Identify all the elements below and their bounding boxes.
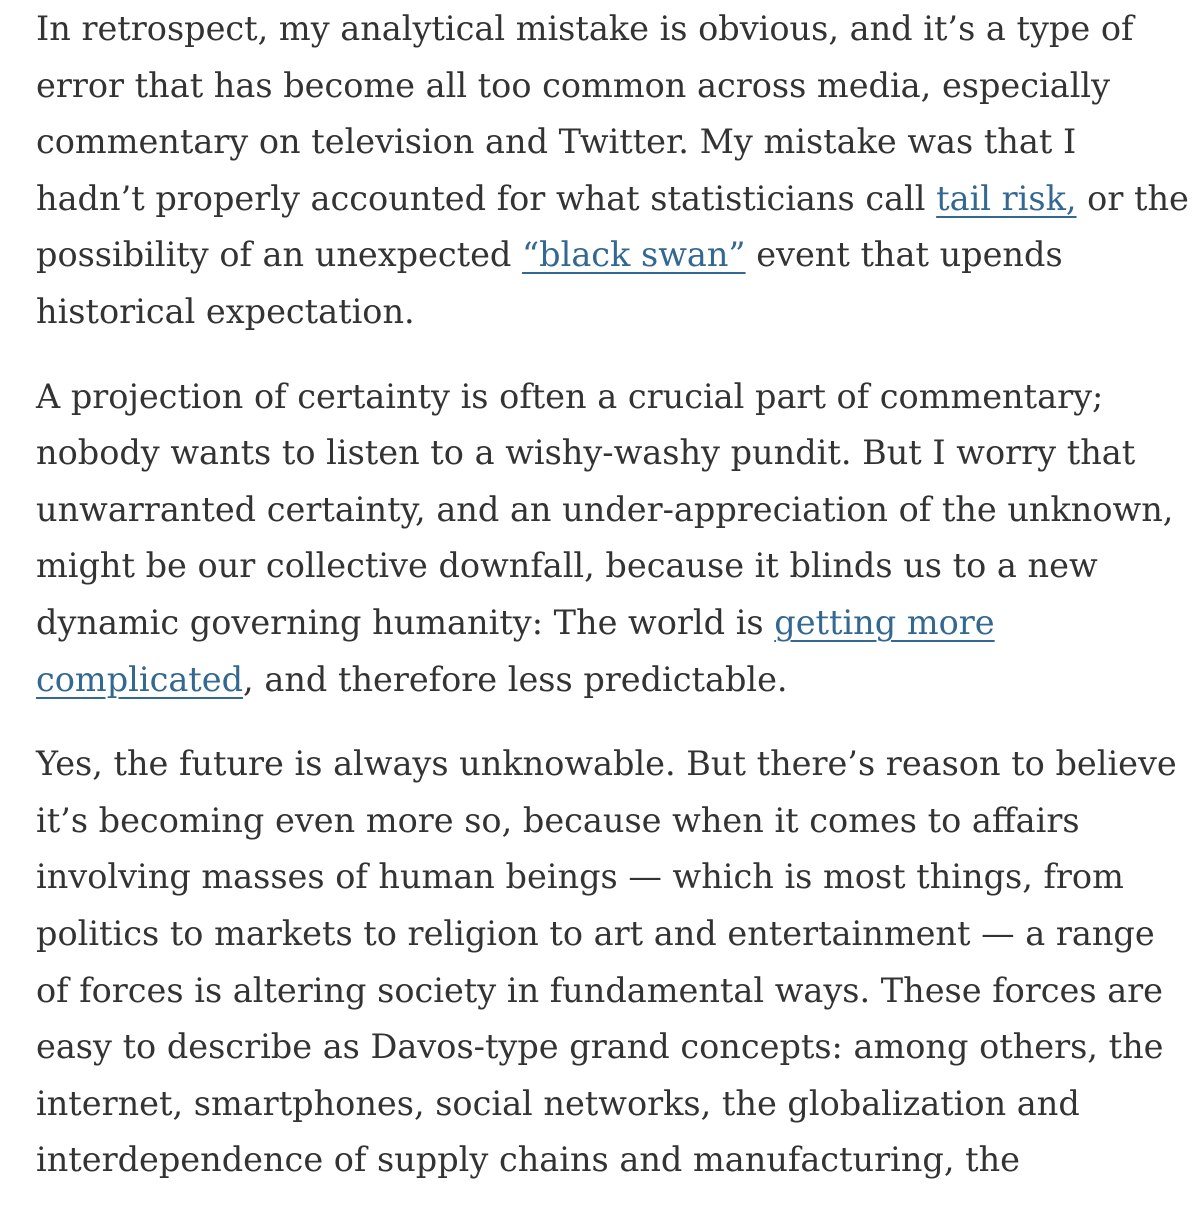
text-segment: event that upends xyxy=(745,235,1063,275)
text-segment: nobody wants to listen to a wishy-washy pundit. But I worry that xyxy=(36,433,1136,473)
text-line xyxy=(36,369,1186,426)
text-line xyxy=(36,425,1186,482)
text-segment: interdependence of supply chains and manufacturing, the xyxy=(36,1140,1020,1180)
text-line xyxy=(36,793,1186,850)
article-paragraph xyxy=(36,1,1189,341)
text-segment: dynamic governing humanity: The world is xyxy=(36,602,775,642)
text-line xyxy=(36,114,1186,171)
text-line xyxy=(36,736,1186,793)
text-line xyxy=(36,906,1186,963)
text-segment: commentary on television and Twitter. My mistake was that I xyxy=(36,122,1077,162)
text-line xyxy=(36,963,1186,1020)
text-line xyxy=(36,482,1186,539)
text-segment: , and therefore less predictable. xyxy=(243,659,788,699)
text-line xyxy=(36,652,1186,709)
text-segment: politics to markets to religion to art and entertainment — a range xyxy=(36,913,1155,953)
article-paragraph xyxy=(36,736,1186,1189)
black-swan-link[interactable]: “black swan” xyxy=(522,235,746,275)
text-line xyxy=(36,1019,1186,1076)
text-segment: In retrospect, my analytical mistake is obvious, and it’s a type of xyxy=(36,9,1134,48)
text-segment: error that has become all too common across media, especially xyxy=(36,65,1111,105)
text-segment: it’s becoming even more so, because when it comes to affairs xyxy=(36,800,1080,840)
text-segment: possibility of an unexpected xyxy=(36,235,523,275)
text-segment: hadn’t properly accounted for what statisticians call xyxy=(36,178,937,218)
getting-more-complicated-link[interactable]: getting more xyxy=(774,602,995,642)
text-segment: easy to describe as Davos-type grand concepts: among others, the xyxy=(36,1027,1164,1067)
text-segment: historical expectation. xyxy=(36,291,415,331)
text-line xyxy=(36,849,1186,906)
text-line xyxy=(36,58,1186,115)
text-segment: involving masses of human beings — which is most things, from xyxy=(36,857,1124,897)
text-segment: Yes, the future is always unknowable. But there’s reason to believe xyxy=(36,744,1177,784)
text-line xyxy=(36,1132,1186,1189)
text-segment: might be our collective downfall, because it blinds us to a new xyxy=(36,546,1098,586)
tail-risk-link[interactable]: tail risk, xyxy=(936,178,1077,218)
text-segment: or the xyxy=(1076,178,1189,218)
text-line xyxy=(36,284,1186,341)
text-line xyxy=(36,1,1186,58)
text-segment: A projection of certainty is often a crucial part of commentary; xyxy=(36,376,1104,416)
article-body xyxy=(36,1,1189,1217)
article-paragraph xyxy=(36,369,1186,709)
text-segment: internet, smartphones, social networks, the globalization and xyxy=(36,1083,1080,1123)
text-line xyxy=(36,1076,1186,1133)
text-segment: unwarranted certainty, and an under-appreciation of the unknown, xyxy=(36,489,1174,529)
getting-more-complicated-link[interactable]: complicated xyxy=(36,659,244,699)
text-line xyxy=(36,538,1186,595)
text-line xyxy=(36,171,1189,228)
text-line xyxy=(36,595,1186,652)
text-line xyxy=(36,227,1186,284)
text-segment: of forces is altering society in fundamental ways. These forces are xyxy=(36,970,1164,1010)
